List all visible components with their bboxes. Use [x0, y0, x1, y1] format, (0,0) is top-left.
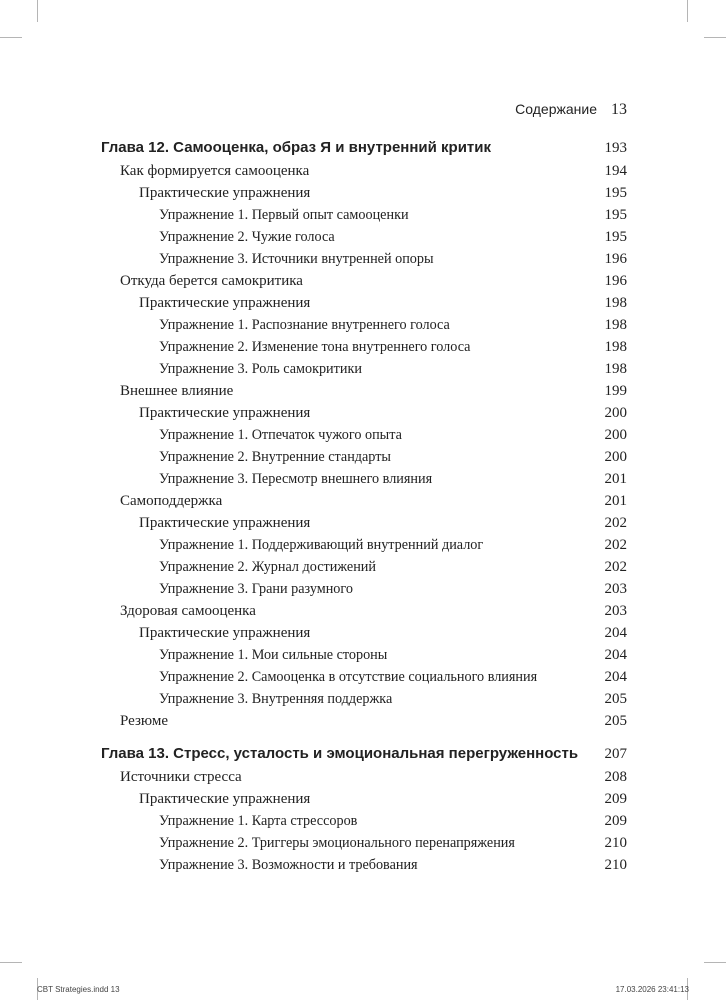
toc-entry-label: Источники стресса	[120, 769, 242, 785]
toc-entry-page: 195	[604, 229, 627, 245]
running-head	[515, 101, 627, 119]
toc-entry-label: Практические упражнения	[139, 405, 311, 421]
toc-entry-label: Практические упражнения	[139, 185, 311, 201]
toc-exercise-entry	[101, 578, 627, 600]
toc-entry-label: Упражнение 3. Источники внутренней опоры	[159, 251, 434, 267]
page-number: 13	[611, 101, 627, 118]
toc-entry-page: 203	[604, 581, 627, 597]
toc-entry-label: Откуда берется самокритика	[120, 273, 303, 289]
toc-entry-page: 198	[604, 361, 627, 377]
crop-mark-right-top	[704, 37, 726, 38]
toc-section-entry	[101, 292, 627, 314]
toc-section-entry	[101, 380, 627, 402]
toc-entry-label: Упражнение 3. Возможности и требования	[159, 857, 418, 873]
toc-entry-page: 200	[604, 449, 627, 465]
toc-exercise-entry	[101, 424, 627, 446]
toc-exercise-entry	[101, 314, 627, 336]
toc-entry-page: 200	[604, 427, 627, 443]
toc-entry-label: Внешнее влияние	[120, 383, 234, 399]
toc-entry-page: 198	[604, 317, 627, 333]
toc-entry-label: Упражнение 2. Самооценка в отсутствие социального влияния	[159, 669, 538, 685]
toc-entry-page: 200	[604, 405, 627, 421]
crop-mark-left-bottom	[0, 962, 22, 963]
toc-entry-page: 209	[604, 791, 627, 807]
toc-entry-label: Упражнение 2. Внутренние стандарты	[159, 449, 391, 465]
toc-entry-label: Упражнение 1. Мои сильные стороны	[159, 647, 388, 663]
toc-section-entry	[101, 270, 627, 292]
toc-entry-page: 207	[604, 746, 627, 762]
toc-exercise-entry	[101, 556, 627, 578]
toc-section-entry	[101, 490, 627, 512]
toc-entry-page: 205	[604, 713, 627, 729]
toc-entry-label: Упражнение 2. Триггеры эмоционального перенапряжения	[159, 835, 515, 851]
toc-entry-page: 202	[604, 537, 627, 553]
toc-entry-page: 199	[604, 383, 627, 399]
toc-exercise-entry	[101, 358, 627, 380]
toc-entry-page: 203	[604, 603, 627, 619]
toc-exercise-entry	[101, 666, 627, 688]
toc-entry-page: 201	[604, 471, 627, 487]
toc-section-entry	[101, 710, 627, 732]
toc-entry-label: Упражнение 2. Чужие голоса	[159, 229, 335, 245]
toc-section-entry	[101, 788, 627, 810]
toc-section-entry	[101, 766, 627, 788]
toc-exercise-entry	[101, 832, 627, 854]
toc-entry-page: 210	[604, 835, 627, 851]
toc-section-entry	[101, 160, 627, 182]
toc-entry-label: Упражнение 3. Грани разумного	[159, 581, 353, 597]
toc-entry-page: 198	[604, 295, 627, 311]
toc-exercise-entry	[101, 226, 627, 248]
toc-entry-label: Упражнение 1. Отпечаток чужого опыта	[159, 427, 402, 443]
toc-entry-label: Здоровая самооценка	[120, 603, 256, 619]
crop-mark-top-right	[687, 0, 688, 22]
toc-entry-page: 195	[604, 185, 627, 201]
toc-entry-label: Резюме	[120, 713, 169, 729]
toc-section-entry	[101, 512, 627, 534]
toc-exercise-entry	[101, 204, 627, 226]
toc-entry-label: Упражнение 3. Пересмотр внешнего влияния	[159, 471, 433, 487]
toc-section-entry	[101, 402, 627, 424]
toc-entry-label: Глава 12. Самооценка, образ Я и внутренний критик	[101, 139, 491, 156]
toc-exercise-entry	[101, 534, 627, 556]
toc-entry-page: 196	[604, 251, 627, 267]
toc-entry-page: 209	[604, 813, 627, 829]
slug-timestamp: 17.03.2026 23:41:13	[615, 985, 689, 994]
toc-entry-page: 196	[604, 273, 627, 289]
toc-chapter-entry	[101, 741, 627, 766]
crop-mark-top-left	[37, 0, 38, 22]
toc-entry-label: Упражнение 2. Изменение тона внутреннего голоса	[159, 339, 471, 355]
toc-entry-label: Глава 13. Стресс, усталость и эмоциональная перегруженность	[101, 745, 579, 762]
toc-entry-label: Самоподдержка	[120, 493, 223, 509]
toc-entry-page: 193	[604, 140, 627, 156]
toc-entry-label: Упражнение 2. Журнал достижений	[159, 559, 376, 575]
toc-entry-label: Упражнение 1. Поддерживающий внутренний диалог	[159, 537, 484, 553]
slug-file: CBT Strategies.indd 13	[37, 985, 120, 994]
toc-entry-page: 204	[604, 625, 627, 641]
toc-exercise-entry	[101, 854, 627, 876]
toc-entry-page: 204	[604, 647, 627, 663]
toc-exercise-entry	[101, 468, 627, 490]
toc-chapter-entry	[101, 135, 627, 160]
toc-section-entry	[101, 622, 627, 644]
toc-entry-label: Практические упражнения	[139, 515, 311, 531]
toc-entry-page: 210	[604, 857, 627, 873]
toc-entry-page: 201	[604, 493, 627, 509]
toc-entry-label: Практические упражнения	[139, 625, 311, 641]
toc-exercise-entry	[101, 688, 627, 710]
running-head-title: Содержание	[515, 101, 597, 117]
toc-entry-label: Практические упражнения	[139, 295, 311, 311]
toc-entry-label: Упражнение 1. Первый опыт самооценки	[159, 207, 409, 223]
toc-entry-label: Упражнение 3. Внутренняя поддержка	[159, 691, 393, 707]
toc-entry-label: Упражнение 1. Карта стрессоров	[159, 813, 358, 829]
toc-exercise-entry	[101, 446, 627, 468]
toc-entry-label: Как формируется самооценка	[120, 163, 310, 179]
toc-entry-page: 205	[604, 691, 627, 707]
toc-section-entry	[101, 600, 627, 622]
toc-exercise-entry	[101, 644, 627, 666]
toc-entry-label: Практические упражнения	[139, 791, 311, 807]
toc-exercise-entry	[101, 810, 627, 832]
toc-entry-page: 198	[604, 339, 627, 355]
table-of-contents	[101, 135, 627, 876]
toc-exercise-entry	[101, 248, 627, 270]
crop-mark-left-top	[0, 37, 22, 38]
toc-section-entry	[101, 182, 627, 204]
toc-entry-page: 208	[604, 769, 627, 785]
toc-entry-page: 194	[604, 163, 627, 179]
toc-entry-page: 195	[604, 207, 627, 223]
toc-entry-page: 202	[604, 515, 627, 531]
toc-entry-label: Упражнение 1. Распознание внутреннего голоса	[159, 317, 450, 333]
toc-entry-label: Упражнение 3. Роль самокритики	[159, 361, 362, 377]
toc-exercise-entry	[101, 336, 627, 358]
crop-mark-right-bottom	[704, 962, 726, 963]
toc-entry-page: 202	[604, 559, 627, 575]
toc-entry-page: 204	[604, 669, 627, 685]
